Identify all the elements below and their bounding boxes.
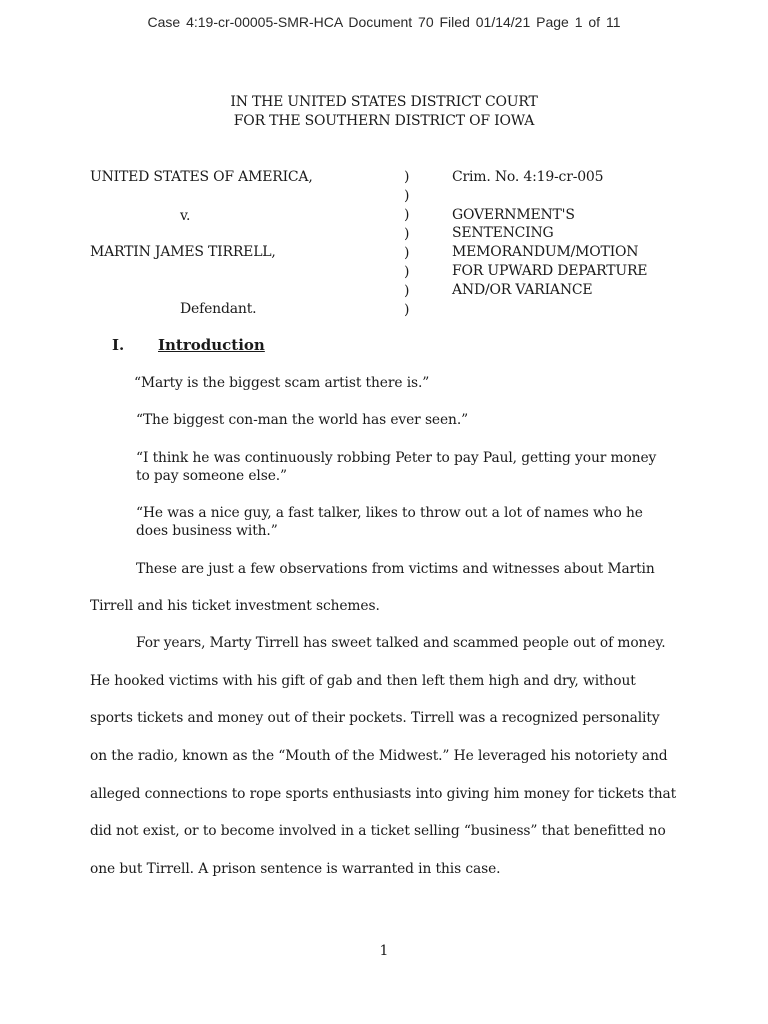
paragraph-line: He hooked victims with his gift of gab and then left them high and dry, without — [90, 673, 636, 689]
paragraph-line: on the radio, known as the “Mouth of the Midwest.” He leveraged his notoriety and — [90, 748, 668, 764]
quote-line: “He was a nice guy, a fast talker, likes to throw out a lot of names who he — [136, 505, 643, 521]
caption-paren: ) — [404, 264, 410, 280]
paragraph-line: Tirrell and his ticket investment schemes. — [90, 598, 380, 614]
ecf-filing-header: Case 4:19-cr-00005-SMR-HCA Document 70 Filed 01/14/21 Page 1 of 11 — [147, 14, 621, 30]
section-number: I. — [112, 336, 125, 354]
case-number: Crim. No. 4:19-cr-005 — [452, 169, 604, 185]
caption-paren: ) — [404, 245, 410, 261]
court-name-line-2: FOR THE SOUTHERN DISTRICT OF IOWA — [233, 113, 535, 129]
quote-line: “The biggest con-man the world has ever seen.” — [136, 412, 469, 428]
caption-defendant-label: Defendant. — [180, 301, 257, 317]
caption-paren: ) — [404, 283, 410, 299]
quote-line: “I think he was continuously robbing Peter to pay Paul, getting your money — [136, 450, 657, 466]
caption-paren: ) — [404, 188, 410, 204]
caption-plaintiff: UNITED STATES OF AMERICA, — [90, 169, 313, 185]
paragraph-line: alleged connections to rope sports enthusiasts into giving him money for tickets that — [90, 786, 677, 802]
document-title-line: SENTENCING — [452, 225, 554, 241]
paragraph-line: For years, Marty Tirrell has sweet talked and scammed people out of money. — [136, 635, 666, 651]
document-title-line: FOR UPWARD DEPARTURE — [452, 263, 648, 279]
caption-paren: ) — [404, 169, 410, 185]
quote-line: to pay someone else.” — [136, 468, 288, 484]
document-title-line: AND/OR VARIANCE — [452, 282, 593, 298]
caption-paren: ) — [404, 207, 410, 223]
court-name-line-1: IN THE UNITED STATES DISTRICT COURT — [230, 94, 538, 110]
caption-versus: v. — [180, 208, 191, 224]
page-number: 1 — [379, 943, 389, 959]
caption-paren: ) — [404, 302, 410, 318]
paragraph-line: did not exist, or to become involved in a ticket selling “business” that benefitted no — [90, 823, 666, 839]
quote-line: does business with.” — [136, 523, 278, 539]
document-title-line: GOVERNMENT'S — [452, 207, 575, 223]
paragraph-line: one but Tirrell. A prison sentence is warranted in this case. — [90, 861, 501, 877]
caption-paren: ) — [404, 226, 410, 242]
paragraph-line: sports tickets and money out of their pockets. Tirrell was a recognized personality — [90, 710, 660, 726]
quote-line: “Marty is the biggest scam artist there is.” — [134, 375, 430, 391]
document-title-line: MEMORANDUM/MOTION — [452, 244, 639, 260]
paragraph-line: These are just a few observations from victims and witnesses about Martin — [136, 561, 655, 577]
section-heading: Introduction — [158, 336, 265, 354]
caption-defendant-name: MARTIN JAMES TIRRELL, — [90, 244, 276, 260]
